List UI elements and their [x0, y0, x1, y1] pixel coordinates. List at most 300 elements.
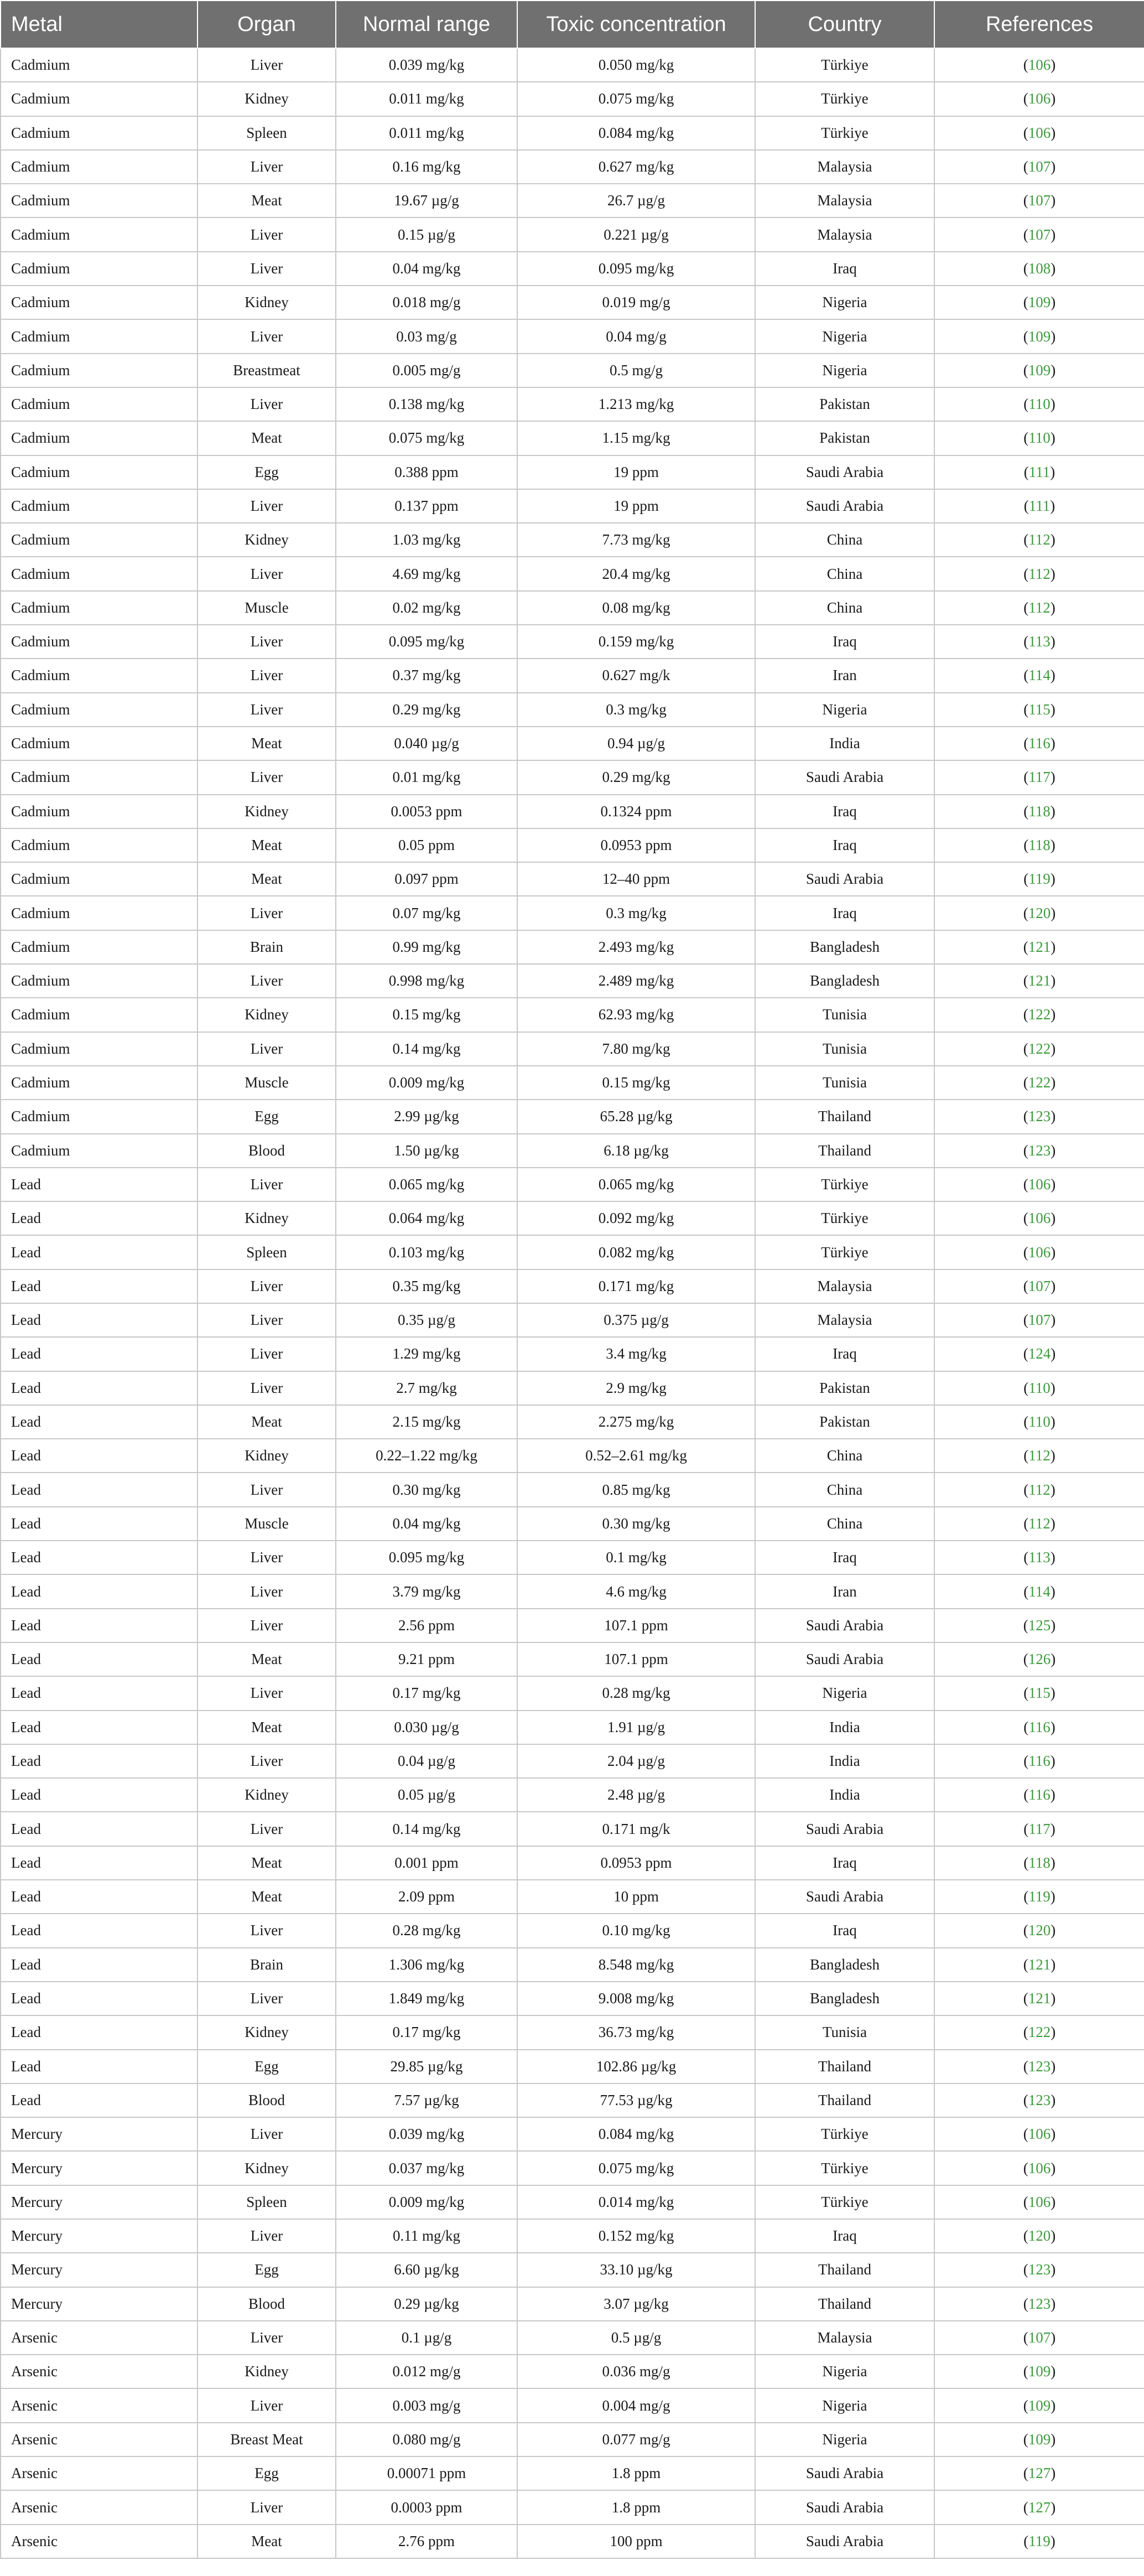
- metal-cell: Arsenic: [1, 2456, 197, 2490]
- table-row: [1, 2321, 1144, 2355]
- reference-cell: (121): [934, 1948, 1144, 1982]
- reference-cell: (121): [934, 1982, 1144, 2015]
- metal-cell: Lead: [1, 1201, 197, 1235]
- table-row: [1, 1812, 1144, 1846]
- table-row: [1, 217, 1144, 251]
- organ-cell: Meat: [197, 1405, 336, 1439]
- country-cell: Türkiye: [755, 116, 934, 150]
- table-row: [1, 286, 1144, 319]
- country-cell: Iraq: [755, 896, 934, 930]
- metal-cell: Cadmium: [1, 354, 197, 387]
- country-cell: Iraq: [755, 1914, 934, 1947]
- table-row: [1, 1269, 1144, 1303]
- country-cell: Saudi Arabia: [755, 455, 934, 489]
- metal-cell: Mercury: [1, 2219, 197, 2253]
- reference-cell: (124): [934, 1337, 1144, 1371]
- toxic-concentration-cell: 0.221 µg/g: [517, 217, 755, 251]
- reference-cell: (119): [934, 2525, 1144, 2558]
- metal-cell: Cadmium: [1, 286, 197, 319]
- reference-link[interactable]: 106: [1028, 1243, 1051, 1261]
- reference-cell: (106): [934, 1168, 1144, 1201]
- toxic-concentration-cell: 1.8 ppm: [517, 2456, 755, 2490]
- reference-link[interactable]: 127: [1028, 2499, 1051, 2516]
- normal-range-cell: 0.039 mg/kg: [336, 48, 517, 82]
- country-cell: India: [755, 1711, 934, 1744]
- table-row: [1, 2423, 1144, 2456]
- normal-range-cell: 1.29 mg/kg: [336, 1337, 517, 1371]
- country-cell: Iran: [755, 1574, 934, 1608]
- country-cell: Saudi Arabia: [755, 1880, 934, 1914]
- country-cell: Iraq: [755, 252, 934, 286]
- reference-cell: (116): [934, 727, 1144, 760]
- reference-link[interactable]: 119: [1028, 2532, 1051, 2549]
- normal-range-cell: 2.15 mg/kg: [336, 1405, 517, 1439]
- organ-cell: Liver: [197, 1541, 336, 1574]
- metal-cell: Cadmium: [1, 862, 197, 896]
- reference-link[interactable]: 106: [1028, 56, 1051, 74]
- metal-cell: Lead: [1, 1642, 197, 1676]
- table-row: [1, 2083, 1144, 2117]
- toxic-concentration-cell: 0.159 mg/kg: [517, 625, 755, 659]
- normal-range-cell: 1.849 mg/kg: [336, 1982, 517, 2015]
- reference-link[interactable]: 113: [1028, 633, 1051, 650]
- reference-link[interactable]: 114: [1028, 667, 1051, 684]
- reference-link[interactable]: 123: [1028, 1142, 1051, 1159]
- reference-link[interactable]: 106: [1028, 2193, 1051, 2210]
- toxic-concentration-cell: 0.036 mg/g: [517, 2355, 755, 2388]
- reference-cell: (109): [934, 2355, 1144, 2388]
- toxic-concentration-cell: 0.077 mg/g: [517, 2423, 755, 2456]
- reference-link[interactable]: 109: [1028, 2430, 1051, 2448]
- normal-range-cell: 0.15 µg/g: [336, 217, 517, 251]
- reference-link[interactable]: 127: [1028, 2465, 1051, 2482]
- reference-link[interactable]: 115: [1028, 1684, 1051, 1702]
- reference-link[interactable]: 107: [1028, 1277, 1051, 1294]
- reference-link[interactable]: 116: [1028, 1752, 1051, 1769]
- reference-link[interactable]: 121: [1028, 972, 1051, 989]
- table-row: [1, 1711, 1144, 1744]
- reference-link[interactable]: 107: [1028, 158, 1051, 175]
- country-cell: Türkiye: [755, 2151, 934, 2185]
- reference-cell: (114): [934, 659, 1144, 692]
- toxic-concentration-cell: 0.375 µg/g: [517, 1303, 755, 1337]
- country-cell: Pakistan: [755, 421, 934, 455]
- toxic-concentration-cell: 0.171 mg/kg: [517, 1269, 755, 1303]
- organ-cell: Liver: [197, 1744, 336, 1778]
- reference-cell: (116): [934, 1778, 1144, 1812]
- reference-link[interactable]: 121: [1028, 938, 1051, 955]
- table-row: [1, 1507, 1144, 1541]
- table-row: [1, 489, 1144, 523]
- metal-cell: Mercury: [1, 2117, 197, 2151]
- table-row: [1, 1914, 1144, 1947]
- table-row: [1, 862, 1144, 896]
- reference-cell: (123): [934, 2083, 1144, 2117]
- organ-cell: Liver: [197, 1609, 336, 1642]
- reference-link[interactable]: 107: [1028, 2329, 1051, 2346]
- reference-cell: (108): [934, 252, 1144, 286]
- organ-cell: Liver: [197, 896, 336, 930]
- reference-link[interactable]: 118: [1028, 1854, 1051, 1871]
- table-row: [1, 693, 1144, 727]
- organ-cell: Liver: [197, 2117, 336, 2151]
- normal-range-cell: 9.21 ppm: [336, 1642, 517, 1676]
- country-cell: India: [755, 1778, 934, 1812]
- toxic-concentration-cell: 1.213 mg/kg: [517, 387, 755, 421]
- normal-range-cell: 0.388 ppm: [336, 455, 517, 489]
- reference-link[interactable]: 112: [1028, 1515, 1051, 1532]
- table-row: [1, 184, 1144, 217]
- reference-cell: (122): [934, 2015, 1144, 2049]
- reference-link[interactable]: 120: [1028, 2227, 1051, 2245]
- country-cell: Thailand: [755, 2050, 934, 2083]
- table-row: [1, 591, 1144, 625]
- normal-range-cell: 0.011 mg/kg: [336, 116, 517, 150]
- metal-cell: Lead: [1, 1676, 197, 1710]
- reference-link[interactable]: 113: [1028, 1549, 1051, 1566]
- normal-range-cell: 0.28 mg/kg: [336, 1914, 517, 1947]
- reference-cell: (126): [934, 1642, 1144, 1676]
- reference-link[interactable]: 111: [1028, 497, 1051, 514]
- reference-link[interactable]: 119: [1028, 870, 1051, 888]
- toxic-concentration-cell: 0.084 mg/kg: [517, 2117, 755, 2151]
- reference-link[interactable]: 106: [1028, 2126, 1051, 2143]
- country-cell: Saudi Arabia: [755, 1642, 934, 1676]
- normal-range-cell: 3.79 mg/kg: [336, 1574, 517, 1608]
- reference-link[interactable]: 106: [1028, 2159, 1051, 2176]
- organ-cell: Liver: [197, 693, 336, 727]
- header-metal: Metal: [1, 1, 197, 48]
- toxic-concentration-cell: 100 ppm: [517, 2525, 755, 2558]
- normal-range-cell: 0.04 mg/kg: [336, 1507, 517, 1541]
- table-row: [1, 1201, 1144, 1235]
- table-row: [1, 1100, 1144, 1133]
- normal-range-cell: 1.50 µg/kg: [336, 1134, 517, 1168]
- country-cell: Saudi Arabia: [755, 1609, 934, 1642]
- metal-cell: Arsenic: [1, 2490, 197, 2524]
- reference-cell: (123): [934, 2253, 1144, 2287]
- country-cell: Türkiye: [755, 1201, 934, 1235]
- reference-cell: (109): [934, 2423, 1144, 2456]
- reference-link[interactable]: 110: [1028, 1413, 1051, 1430]
- metal-cell: Mercury: [1, 2185, 197, 2219]
- normal-range-cell: 0.012 mg/g: [336, 2355, 517, 2388]
- reference-link[interactable]: 106: [1028, 124, 1051, 141]
- organ-cell: Liver: [197, 489, 336, 523]
- toxic-concentration-cell: 0.050 mg/kg: [517, 48, 755, 82]
- toxic-concentration-cell: 36.73 mg/kg: [517, 2015, 755, 2049]
- organ-cell: Liver: [197, 2219, 336, 2253]
- country-cell: India: [755, 727, 934, 760]
- metal-cell: Lead: [1, 1948, 197, 1982]
- normal-range-cell: 0.097 ppm: [336, 862, 517, 896]
- toxic-concentration-cell: 0.1324 ppm: [517, 795, 755, 828]
- reference-link[interactable]: 119: [1028, 1888, 1051, 1905]
- organ-cell: Blood: [197, 1134, 336, 1168]
- organ-cell: Liver: [197, 2388, 336, 2422]
- metal-cell: Lead: [1, 2050, 197, 2083]
- reference-link[interactable]: 123: [1028, 1108, 1051, 1125]
- reference-cell: (115): [934, 1676, 1144, 1710]
- metal-cell: Cadmium: [1, 1032, 197, 1066]
- reference-cell: (106): [934, 2151, 1144, 2185]
- organ-cell: Meat: [197, 2525, 336, 2558]
- country-cell: Türkiye: [755, 48, 934, 82]
- table-row: [1, 998, 1144, 1032]
- toxic-concentration-cell: 0.065 mg/kg: [517, 1168, 755, 1201]
- organ-cell: Liver: [197, 2490, 336, 2524]
- toxic-concentration-cell: 6.18 µg/kg: [517, 1134, 755, 1168]
- toxic-concentration-cell: 2.275 mg/kg: [517, 1405, 755, 1439]
- table-row: [1, 1541, 1144, 1574]
- reference-link[interactable]: 111: [1028, 463, 1051, 480]
- metal-cell: Lead: [1, 1574, 197, 1608]
- header-references: References: [934, 1, 1144, 48]
- reference-cell: (127): [934, 2456, 1144, 2490]
- reference-cell: (106): [934, 2117, 1144, 2151]
- normal-range-cell: 0.1 µg/g: [336, 2321, 517, 2355]
- table-row: [1, 2355, 1144, 2388]
- reference-link[interactable]: 108: [1028, 260, 1051, 277]
- toxic-concentration-cell: 7.80 mg/kg: [517, 1032, 755, 1066]
- reference-link[interactable]: 117: [1028, 769, 1051, 786]
- country-cell: Iraq: [755, 795, 934, 828]
- organ-cell: Blood: [197, 2083, 336, 2117]
- organ-cell: Liver: [197, 1168, 336, 1201]
- toxic-concentration-cell: 0.1 mg/kg: [517, 1541, 755, 1574]
- reference-link[interactable]: 110: [1028, 396, 1051, 413]
- normal-range-cell: 7.57 µg/kg: [336, 2083, 517, 2117]
- reference-link[interactable]: 125: [1028, 1616, 1051, 1634]
- table-row: [1, 2151, 1144, 2185]
- country-cell: Nigeria: [755, 354, 934, 387]
- reference-link[interactable]: 112: [1028, 1447, 1051, 1464]
- reference-link[interactable]: 112: [1028, 599, 1051, 616]
- reference-cell: (107): [934, 150, 1144, 184]
- reference-link[interactable]: 123: [1028, 2091, 1051, 2108]
- table-row: [1, 2185, 1144, 2219]
- toxic-concentration-cell: 0.5 mg/g: [517, 354, 755, 387]
- normal-range-cell: 0.16 mg/kg: [336, 150, 517, 184]
- normal-range-cell: 0.095 mg/kg: [336, 625, 517, 659]
- metal-cell: Cadmium: [1, 795, 197, 828]
- normal-range-cell: 0.080 mg/g: [336, 2423, 517, 2456]
- table-row: [1, 150, 1144, 184]
- metal-cell: Lead: [1, 2015, 197, 2049]
- reference-link[interactable]: 122: [1028, 1006, 1051, 1023]
- toxic-concentration-cell: 0.014 mg/kg: [517, 2185, 755, 2219]
- reference-link[interactable]: 106: [1028, 1175, 1051, 1193]
- reference-link[interactable]: 116: [1028, 735, 1051, 752]
- reference-link[interactable]: 123: [1028, 2261, 1051, 2278]
- normal-range-cell: 0.37 mg/kg: [336, 659, 517, 692]
- reference-link[interactable]: 106: [1028, 1210, 1051, 1227]
- country-cell: Nigeria: [755, 286, 934, 319]
- reference-link[interactable]: 121: [1028, 1990, 1051, 2007]
- reference-link[interactable]: 109: [1028, 294, 1051, 311]
- toxic-concentration-cell: 0.019 mg/g: [517, 286, 755, 319]
- reference-link[interactable]: 109: [1028, 328, 1051, 345]
- normal-range-cell: 4.69 mg/kg: [336, 557, 517, 590]
- reference-cell: (109): [934, 2388, 1144, 2422]
- organ-cell: Liver: [197, 1473, 336, 1506]
- reference-link[interactable]: 107: [1028, 1312, 1051, 1329]
- normal-range-cell: 0.0053 ppm: [336, 795, 517, 828]
- table-row: [1, 2253, 1144, 2287]
- toxic-concentration-cell: 0.004 mg/g: [517, 2388, 755, 2422]
- metal-cell: Lead: [1, 1541, 197, 1574]
- toxic-concentration-cell: 0.15 mg/kg: [517, 1066, 755, 1100]
- reference-link[interactable]: 122: [1028, 2024, 1051, 2041]
- table-row: [1, 964, 1144, 998]
- reference-link[interactable]: 122: [1028, 1074, 1051, 1091]
- toxic-concentration-cell: 0.3 mg/kg: [517, 896, 755, 930]
- toxic-concentration-cell: 0.52–2.61 mg/kg: [517, 1439, 755, 1473]
- normal-range-cell: 0.018 mg/g: [336, 286, 517, 319]
- metal-cell: Lead: [1, 1168, 197, 1201]
- country-cell: Malaysia: [755, 217, 934, 251]
- country-cell: China: [755, 591, 934, 625]
- toxic-concentration-cell: 0.082 mg/kg: [517, 1235, 755, 1269]
- reference-link[interactable]: 120: [1028, 1922, 1051, 1939]
- reference-link[interactable]: 117: [1028, 1820, 1051, 1837]
- organ-cell: Liver: [197, 1676, 336, 1710]
- organ-cell: Muscle: [197, 1066, 336, 1100]
- reference-cell: (120): [934, 1914, 1144, 1947]
- metal-cell: Arsenic: [1, 2423, 197, 2456]
- table-row: [1, 1642, 1144, 1676]
- toxic-concentration-cell: 0.627 mg/k: [517, 659, 755, 692]
- reference-link[interactable]: 120: [1028, 904, 1051, 921]
- table-row: [1, 795, 1144, 828]
- metal-cell: Lead: [1, 1473, 197, 1506]
- reference-link[interactable]: 107: [1028, 226, 1051, 243]
- country-cell: Nigeria: [755, 319, 934, 353]
- reference-link[interactable]: 107: [1028, 192, 1051, 209]
- table-row: [1, 1371, 1144, 1405]
- normal-range-cell: 0.003 mg/g: [336, 2388, 517, 2422]
- organ-cell: Liver: [197, 387, 336, 421]
- toxic-concentration-cell: 0.5 µg/g: [517, 2321, 755, 2355]
- organ-cell: Kidney: [197, 1778, 336, 1812]
- metal-cell: Cadmium: [1, 625, 197, 659]
- reference-link[interactable]: 118: [1028, 802, 1051, 820]
- metal-cell: Cadmium: [1, 896, 197, 930]
- toxic-concentration-cell: 0.94 µg/g: [517, 727, 755, 760]
- normal-range-cell: 1.306 mg/kg: [336, 1948, 517, 1982]
- normal-range-cell: 0.040 µg/g: [336, 727, 517, 760]
- reference-link[interactable]: 116: [1028, 1786, 1051, 1803]
- organ-cell: Meat: [197, 421, 336, 455]
- organ-cell: Liver: [197, 150, 336, 184]
- toxic-concentration-cell: 2.04 µg/g: [517, 1744, 755, 1778]
- table-row: [1, 1744, 1144, 1778]
- country-cell: Saudi Arabia: [755, 1812, 934, 1846]
- normal-range-cell: 0.17 mg/kg: [336, 2015, 517, 2049]
- metal-cell: Cadmium: [1, 116, 197, 150]
- table-row: [1, 2490, 1144, 2524]
- reference-link[interactable]: 112: [1028, 531, 1051, 548]
- metal-cell: Cadmium: [1, 828, 197, 862]
- country-cell: Türkiye: [755, 82, 934, 116]
- normal-range-cell: 0.095 mg/kg: [336, 1541, 517, 1574]
- reference-link[interactable]: 110: [1028, 1379, 1051, 1396]
- reference-link[interactable]: 110: [1028, 429, 1051, 447]
- reference-link[interactable]: 114: [1028, 1583, 1051, 1600]
- normal-range-cell: 29.85 µg/kg: [336, 2050, 517, 2083]
- table-row: [1, 659, 1144, 692]
- reference-cell: (107): [934, 184, 1144, 217]
- toxic-concentration-cell: 65.28 µg/kg: [517, 1100, 755, 1133]
- organ-cell: Spleen: [197, 2185, 336, 2219]
- reference-cell: (118): [934, 1846, 1144, 1880]
- metal-cell: Cadmium: [1, 727, 197, 760]
- reference-link[interactable]: 109: [1028, 2363, 1051, 2380]
- reference-cell: (122): [934, 1032, 1144, 1066]
- toxic-concentration-cell: 26.7 µg/g: [517, 184, 755, 217]
- country-cell: Pakistan: [755, 1371, 934, 1405]
- metal-cell: Cadmium: [1, 591, 197, 625]
- reference-link[interactable]: 123: [1028, 2057, 1051, 2075]
- reference-link[interactable]: 112: [1028, 1481, 1051, 1498]
- reference-link[interactable]: 123: [1028, 2295, 1051, 2312]
- reference-link[interactable]: 115: [1028, 701, 1051, 718]
- reference-cell: (117): [934, 1812, 1144, 1846]
- table-row: [1, 1948, 1144, 1982]
- toxic-concentration-cell: 20.4 mg/kg: [517, 557, 755, 590]
- reference-link[interactable]: 116: [1028, 1718, 1051, 1735]
- reference-cell: (121): [934, 964, 1144, 998]
- organ-cell: Egg: [197, 455, 336, 489]
- table-row: [1, 625, 1144, 659]
- table-row: [1, 1473, 1144, 1506]
- reference-link[interactable]: 118: [1028, 836, 1051, 853]
- reference-cell: (118): [934, 828, 1144, 862]
- toxic-concentration-cell: 0.08 mg/kg: [517, 591, 755, 625]
- reference-cell: (117): [934, 760, 1144, 794]
- reference-link[interactable]: 109: [1028, 361, 1051, 379]
- organ-cell: Breastmeat: [197, 354, 336, 387]
- metal-cell: Lead: [1, 1507, 197, 1541]
- metal-cell: Lead: [1, 1337, 197, 1371]
- country-cell: Bangladesh: [755, 964, 934, 998]
- table-row: [1, 2388, 1144, 2422]
- normal-range-cell: 0.35 mg/kg: [336, 1269, 517, 1303]
- table-row: [1, 354, 1144, 387]
- reference-link[interactable]: 112: [1028, 565, 1051, 582]
- country-cell: Saudi Arabia: [755, 760, 934, 794]
- organ-cell: Liver: [197, 964, 336, 998]
- organ-cell: Meat: [197, 862, 336, 896]
- reference-link[interactable]: 126: [1028, 1651, 1051, 1668]
- table-row: [1, 2525, 1144, 2558]
- reference-cell: (110): [934, 1405, 1144, 1439]
- normal-range-cell: 0.29 mg/kg: [336, 693, 517, 727]
- table-row: [1, 1574, 1144, 1608]
- reference-link[interactable]: 124: [1028, 1345, 1051, 1362]
- reference-link[interactable]: 121: [1028, 1956, 1051, 1973]
- organ-cell: Kidney: [197, 2015, 336, 2049]
- reference-link[interactable]: 122: [1028, 1040, 1051, 1057]
- reference-link[interactable]: 109: [1028, 2397, 1051, 2414]
- reference-link[interactable]: 106: [1028, 90, 1051, 107]
- normal-range-cell: 0.039 mg/kg: [336, 2117, 517, 2151]
- reference-cell: (109): [934, 354, 1144, 387]
- toxic-concentration-cell: 0.0953 ppm: [517, 828, 755, 862]
- country-cell: Türkiye: [755, 2117, 934, 2151]
- reference-cell: (109): [934, 319, 1144, 353]
- table-row: [1, 1405, 1144, 1439]
